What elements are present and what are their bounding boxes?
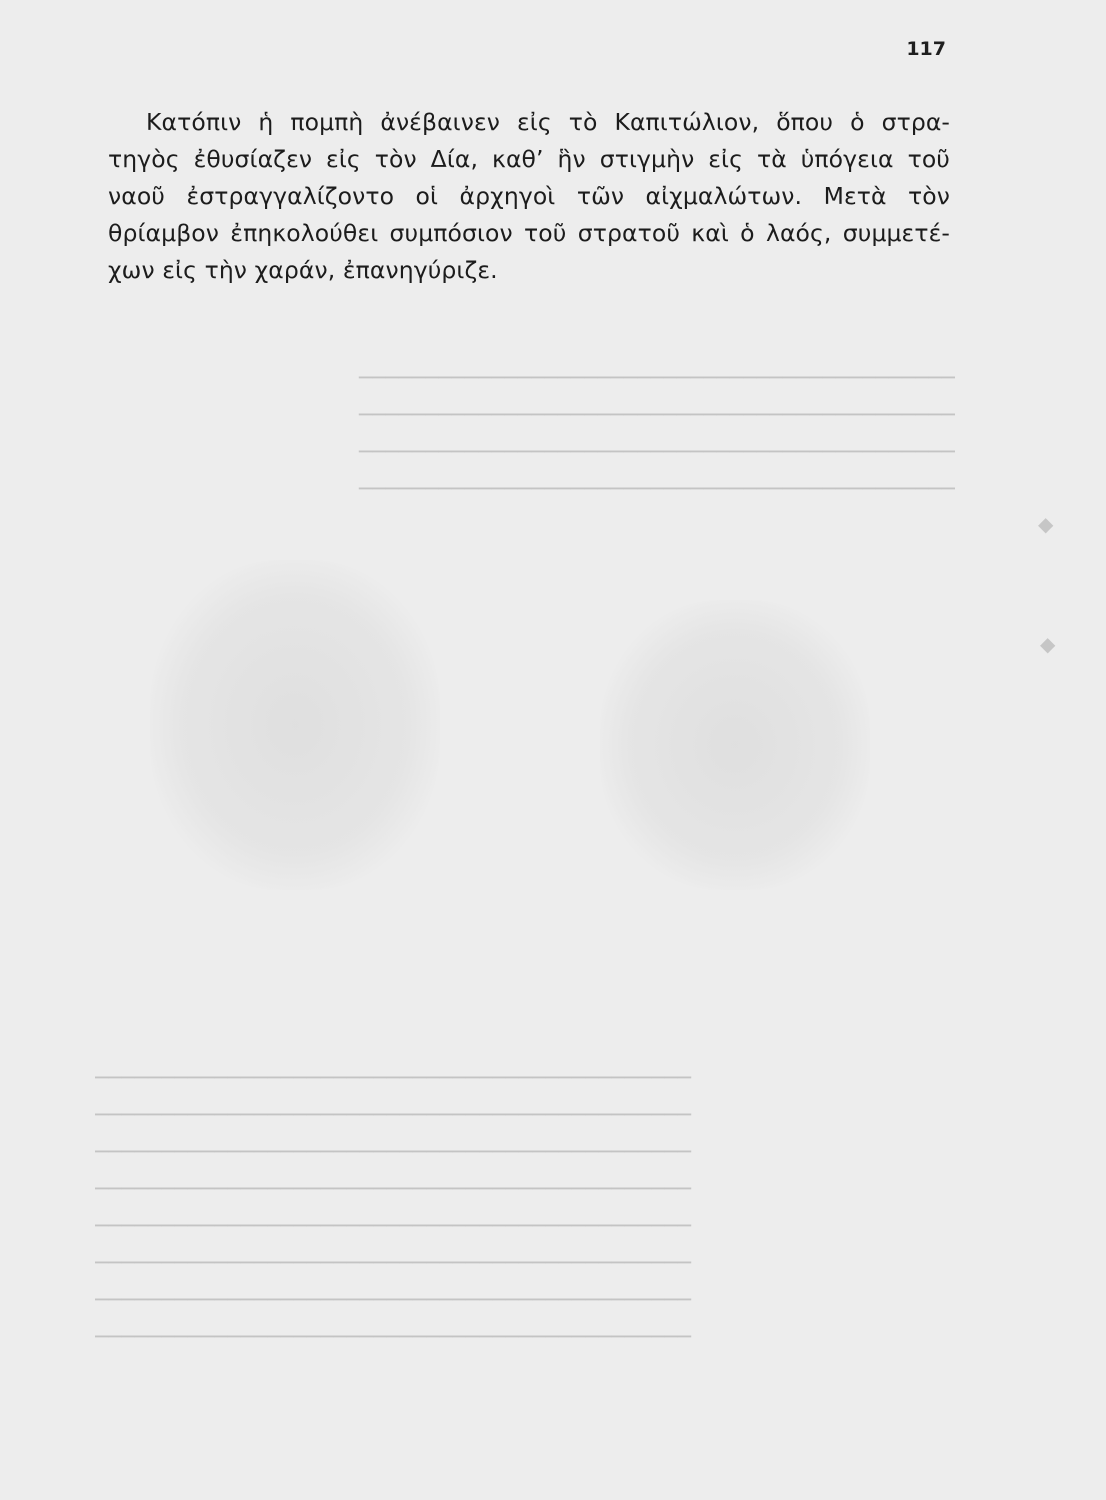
body-paragraph	[108, 104, 950, 289]
paragraph-line: θρίαμβον ἐπηκολούθει συμπόσιον τοῦ στρατοῦ καὶ ὁ λαός, συμμετέ-	[108, 219, 950, 247]
bleed-through-portrait-right	[600, 600, 870, 890]
page-number: 117	[906, 38, 946, 60]
bleed-through-text-lower: ───────────────────────────────────────────── ───────────────────────────────────────────── ───────────────────────────────────────────── ───────────────────────────────────────────── ───────────────────────────────────────────── ───────────────────────────────────────────── ───────────────────────────────────────────── ─────────────────────────────────────────────	[95, 1066, 692, 1350]
margin-mark: ◆	[1040, 632, 1056, 656]
paragraph-line: Κατόπιν ἡ πομπὴ ἀνέβαινεν εἰς τὸ Καπιτώλιον, ὅπου ὁ στρα-	[146, 108, 950, 136]
paragraph-line: τηγὸς ἐθυσίαζεν εἰς τὸν Δία, καθ’ ἣν στιγμὴν εἰς τὰ ὑπόγεια τοῦ	[108, 145, 950, 173]
paragraph-line: ναοῦ ἐστραγγαλίζοντο οἱ ἀρχηγοὶ τῶν αἰχμαλώτων. Μετὰ τὸν	[108, 182, 950, 210]
bleed-through-portrait-left	[150, 560, 440, 890]
bleed-through-text-upper: ───────────────────────────────────────────── ───────────────────────────────────────────── ───────────────────────────────────────────── ─────────────────────────────────────────────	[358, 366, 955, 502]
margin-mark: ◆	[1038, 512, 1054, 536]
paragraph-line: χων εἰς τὴν χαράν, ἐπανηγύριζε.	[108, 256, 498, 284]
